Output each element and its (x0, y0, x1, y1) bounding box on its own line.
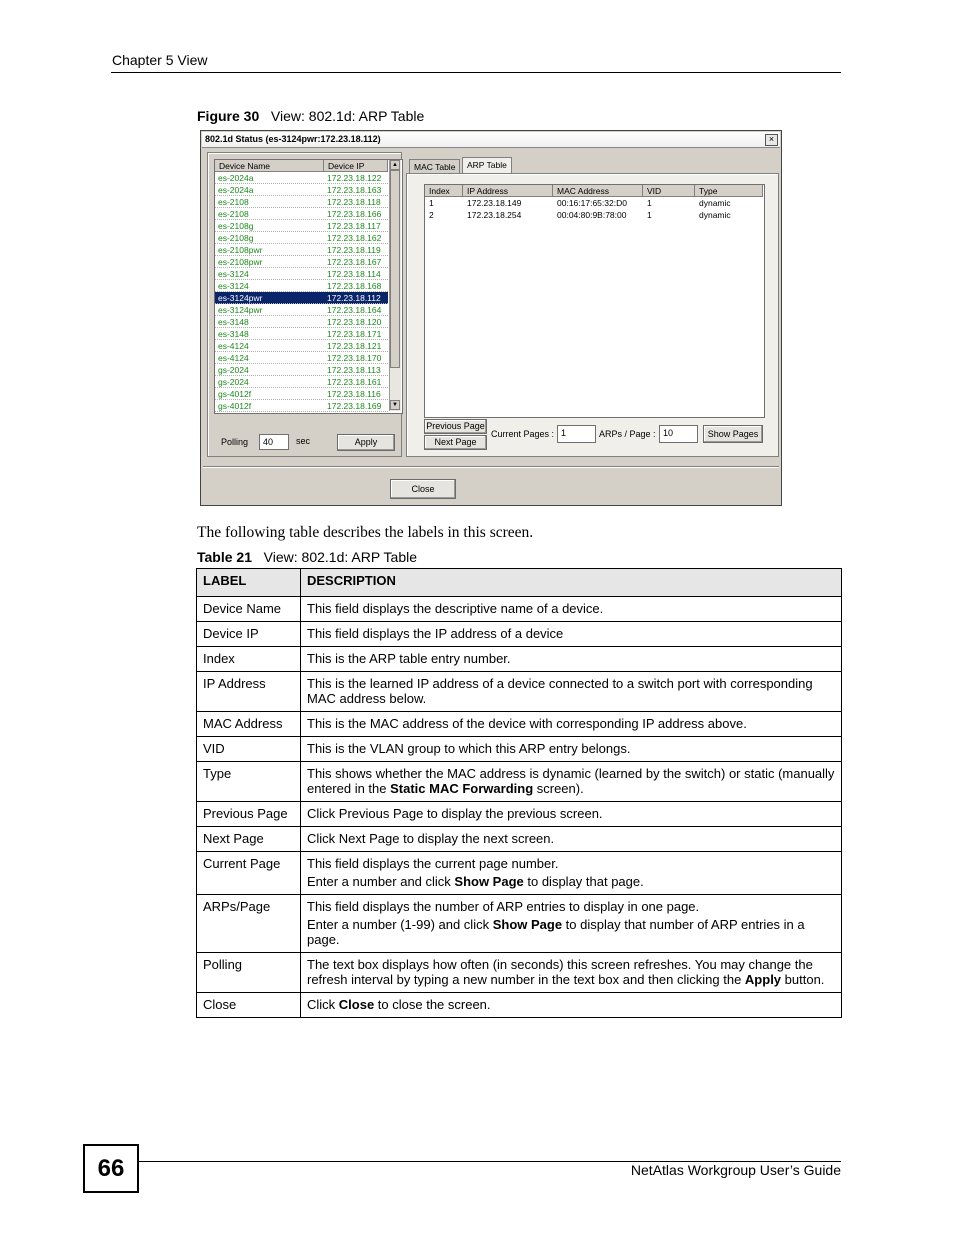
arp-mac-cell: 00:04:80:9B:78:00 (557, 210, 627, 220)
apply-button[interactable]: Apply (337, 434, 395, 451)
window-title: 802.1d Status (es-3124pwr:172.23.18.112) (205, 134, 381, 144)
device-ip-cell: 172.23.18.114 (327, 269, 381, 279)
label-cell: IP Address (197, 672, 301, 712)
arp-vid-cell: 1 (647, 198, 652, 208)
device-name-cell: es-4124 (218, 353, 249, 363)
description-cell (301, 802, 842, 827)
arps-per-page-input[interactable]: 10 (659, 425, 698, 443)
figure-title: View: 802.1d: ARP Table (270, 108, 425, 124)
table-row (197, 597, 842, 622)
description-cell (301, 852, 842, 895)
ip-address-header[interactable]: IP Address (463, 185, 553, 197)
device-name-cell: es-2024a (218, 173, 254, 183)
polling-label: Polling (221, 437, 249, 447)
description-text: Enter a number and click Show Page to display that page. (307, 874, 644, 889)
device-name-cell: es-2108pwr (218, 257, 263, 267)
window-divider (203, 466, 779, 467)
device-row[interactable] (215, 232, 388, 244)
description-cell (301, 647, 842, 672)
device-row[interactable] (215, 388, 388, 400)
label-cell: Previous Page (197, 802, 301, 827)
label-description-table (196, 568, 842, 1018)
table-caption (197, 549, 417, 565)
type-header[interactable]: Type (695, 185, 763, 197)
scroll-down-icon[interactable]: ▼ (390, 400, 400, 410)
table-row (197, 827, 842, 852)
description-text: This is the learned IP address of a device connected to a switch port with corresponding MAC address below. (307, 676, 813, 706)
arp-vid-cell: 1 (647, 210, 652, 220)
device-row[interactable] (215, 280, 388, 292)
arp-index-cell: 2 (429, 210, 434, 220)
description-text: Enter a number (1-99) and click Show Page to display that number of ARP entries in a page. (307, 917, 805, 947)
device-ip-cell: 172.23.18.164 (327, 305, 382, 315)
label-cell: MAC Address (197, 712, 301, 737)
table-label: Table 21 (197, 549, 252, 565)
arp-ip-cell: 172.23.18.149 (467, 198, 522, 208)
device-row[interactable] (215, 364, 388, 376)
table-row (197, 993, 842, 1018)
description-text: The text box displays how often (in seconds) this screen refreshes. You may change the refresh interval by typing a new number in the text box and then clicking the Apply button. (307, 957, 825, 987)
arp-mac-cell: 00:16:17:65:32:D0 (557, 198, 627, 208)
device-ip-cell: 172.23.18.170 (327, 353, 382, 363)
arp-row[interactable] (425, 197, 761, 209)
arp-status-window (200, 130, 782, 506)
description-cell (301, 672, 842, 712)
table-header-row (197, 569, 842, 597)
label-cell: Current Page (197, 852, 301, 895)
device-ip-cell: 172.23.18.166 (327, 209, 382, 219)
device-name-cell: es-3124 (218, 269, 249, 279)
device-row[interactable] (215, 220, 388, 232)
arp-table (424, 184, 765, 418)
arp-type-cell: dynamic (699, 198, 731, 208)
intro-text: The following table describes the labels in this screen. (197, 524, 534, 541)
device-ip-cell: 172.23.18.171 (327, 329, 382, 339)
device-ip-header[interactable]: Device IP (324, 160, 388, 172)
device-name-cell: es-3148 (218, 317, 249, 327)
guide-title: NetAtlas Workgroup User’s Guide (630, 1162, 841, 1178)
window-titlebar (202, 132, 780, 148)
arp-type-cell: dynamic (699, 210, 731, 220)
description-text: Click Previous Page to display the previous screen. (307, 806, 603, 821)
device-ip-cell: 172.23.18.117 (327, 221, 381, 231)
polling-input[interactable]: 40 (259, 434, 289, 450)
scroll-thumb[interactable] (390, 170, 400, 368)
description-text: Click Next Page to display the next screen. (307, 831, 555, 846)
device-ip-cell: 172.23.18.112 (327, 293, 381, 303)
device-name-header[interactable]: Device Name (215, 160, 324, 172)
device-name-cell: gs-4012f (218, 389, 252, 399)
table-row (197, 622, 842, 647)
description-cell (301, 762, 842, 802)
table-row (197, 672, 842, 712)
device-ip-cell: 172.23.18.122 (327, 173, 382, 183)
label-cell: Polling (197, 953, 301, 993)
device-row[interactable] (215, 256, 388, 268)
device-ip-cell: 172.23.18.167 (327, 257, 382, 267)
device-row[interactable] (215, 400, 388, 412)
description-cell (301, 827, 842, 852)
device-name-cell: es-4124 (218, 341, 249, 351)
device-ip-cell: 172.23.18.118 (327, 197, 381, 207)
table-row (197, 953, 842, 993)
tab-arp-table[interactable]: ARP Table (462, 157, 512, 173)
description-text: This is the ARP table entry number. (307, 651, 511, 666)
label-cell: Type (197, 762, 301, 802)
table-row (197, 712, 842, 737)
device-row[interactable] (215, 172, 388, 184)
description-text: This shows whether the MAC address is dynamic (learned by the switch) or static (manually entered in the Static MAC Forwarding screen). (307, 766, 835, 796)
table-body (197, 597, 842, 1018)
table-row (197, 852, 842, 895)
device-ip-cell: 172.23.18.121 (327, 341, 382, 351)
header-rule (111, 72, 841, 73)
current-pages-input[interactable]: 1 (557, 425, 596, 443)
device-name-cell: es-2108 (218, 209, 249, 219)
arps-per-page-label: ARPs / Page : (599, 429, 656, 439)
device-name-cell: es-3124pwr (218, 293, 263, 303)
table-row (197, 802, 842, 827)
device-ip-cell: 172.23.18.163 (327, 185, 382, 195)
device-row[interactable] (215, 244, 388, 256)
mac-address-header[interactable]: MAC Address (553, 185, 643, 197)
description-text: This field displays the descriptive name of a device. (307, 601, 604, 616)
show-pages-button[interactable]: Show Pages (703, 425, 763, 443)
vid-header[interactable]: VID (643, 185, 695, 197)
label-cell: Close (197, 993, 301, 1018)
index-header[interactable]: Index (425, 185, 463, 197)
device-ip-cell: 172.23.18.113 (327, 365, 381, 375)
tab-mac-table[interactable]: MAC Table (409, 159, 460, 173)
description-text: This is the VLAN group to which this ARP entry belongs. (307, 741, 631, 756)
device-row[interactable] (215, 292, 388, 304)
description-text: This field displays the number of ARP entries to display in one page. (307, 899, 700, 914)
device-row[interactable] (215, 208, 388, 220)
close-button[interactable]: Close (390, 479, 456, 499)
device-row[interactable] (215, 340, 388, 352)
device-name-cell: es-3148 (218, 329, 249, 339)
device-row[interactable] (215, 268, 388, 280)
polling-unit: sec (296, 436, 311, 446)
device-name-cell: es-2108g (218, 221, 254, 231)
chapter-header: Chapter 5 View (112, 52, 208, 68)
device-ip-cell: 172.23.18.162 (327, 233, 382, 243)
description-cell (301, 737, 842, 762)
device-row[interactable] (215, 316, 388, 328)
label-cell: VID (197, 737, 301, 762)
description-cell (301, 622, 842, 647)
figure-label: Figure 30 (197, 108, 260, 124)
device-row[interactable] (215, 376, 388, 388)
device-row[interactable] (215, 184, 388, 196)
previous-page-button[interactable]: Previous Page (424, 419, 487, 434)
description-text: This field displays the IP address of a device (307, 626, 564, 641)
next-page-button[interactable]: Next Page (424, 435, 487, 450)
close-icon[interactable]: × (765, 134, 778, 146)
device-ip-cell: 172.23.18.169 (327, 401, 382, 411)
table-row (197, 762, 842, 802)
device-list-scrollbar[interactable] (389, 160, 401, 411)
device-name-cell: es-2108pwr (218, 245, 263, 255)
device-row[interactable] (215, 328, 388, 340)
label-column-header: LABEL (197, 569, 301, 597)
device-name-cell: es-2024a (218, 185, 254, 195)
device-row[interactable] (215, 304, 388, 316)
device-name-cell: es-3124pwr (218, 305, 263, 315)
table-row (197, 895, 842, 953)
table-row (197, 647, 842, 672)
device-name-cell: gs-4012f (218, 401, 252, 411)
device-list (214, 159, 403, 414)
device-ip-cell: 172.23.18.116 (327, 389, 381, 399)
table-title: View: 802.1d: ARP Table (263, 549, 418, 565)
device-name-cell: es-2108g (218, 233, 254, 243)
device-name-cell: gs-2024 (218, 365, 249, 375)
label-cell: Index (197, 647, 301, 672)
arp-ip-cell: 172.23.18.254 (467, 210, 522, 220)
table-row (197, 737, 842, 762)
description-cell (301, 895, 842, 953)
description-cell (301, 993, 842, 1018)
page-number: 66 (83, 1144, 139, 1193)
description-cell (301, 953, 842, 993)
description-column-header: DESCRIPTION (301, 569, 842, 597)
label-cell: ARPs/Page (197, 895, 301, 953)
device-name-cell: es-3124 (218, 281, 249, 291)
figure-caption (197, 108, 424, 124)
device-ip-cell: 172.23.18.168 (327, 281, 382, 291)
description-text: Click Close to close the screen. (307, 997, 491, 1012)
description-text: This is the MAC address of the device with corresponding IP address above. (307, 716, 747, 731)
scroll-up-icon[interactable]: ▲ (390, 160, 400, 170)
description-cell (301, 712, 842, 737)
label-cell: Device Name (197, 597, 301, 622)
current-pages-label: Current Pages : (491, 429, 555, 439)
label-cell: Next Page (197, 827, 301, 852)
device-name-cell: gs-2024 (218, 377, 249, 387)
description-cell (301, 597, 842, 622)
device-ip-cell: 172.23.18.120 (327, 317, 382, 327)
device-row[interactable] (215, 352, 388, 364)
device-row[interactable] (215, 196, 388, 208)
device-name-cell: es-2108 (218, 197, 249, 207)
label-cell: Device IP (197, 622, 301, 647)
device-ip-cell: 172.23.18.161 (327, 377, 382, 387)
description-text: This field displays the current page number. (307, 856, 559, 871)
arp-row[interactable] (425, 209, 761, 221)
device-ip-cell: 172.23.18.119 (327, 245, 381, 255)
arp-index-cell: 1 (429, 198, 434, 208)
